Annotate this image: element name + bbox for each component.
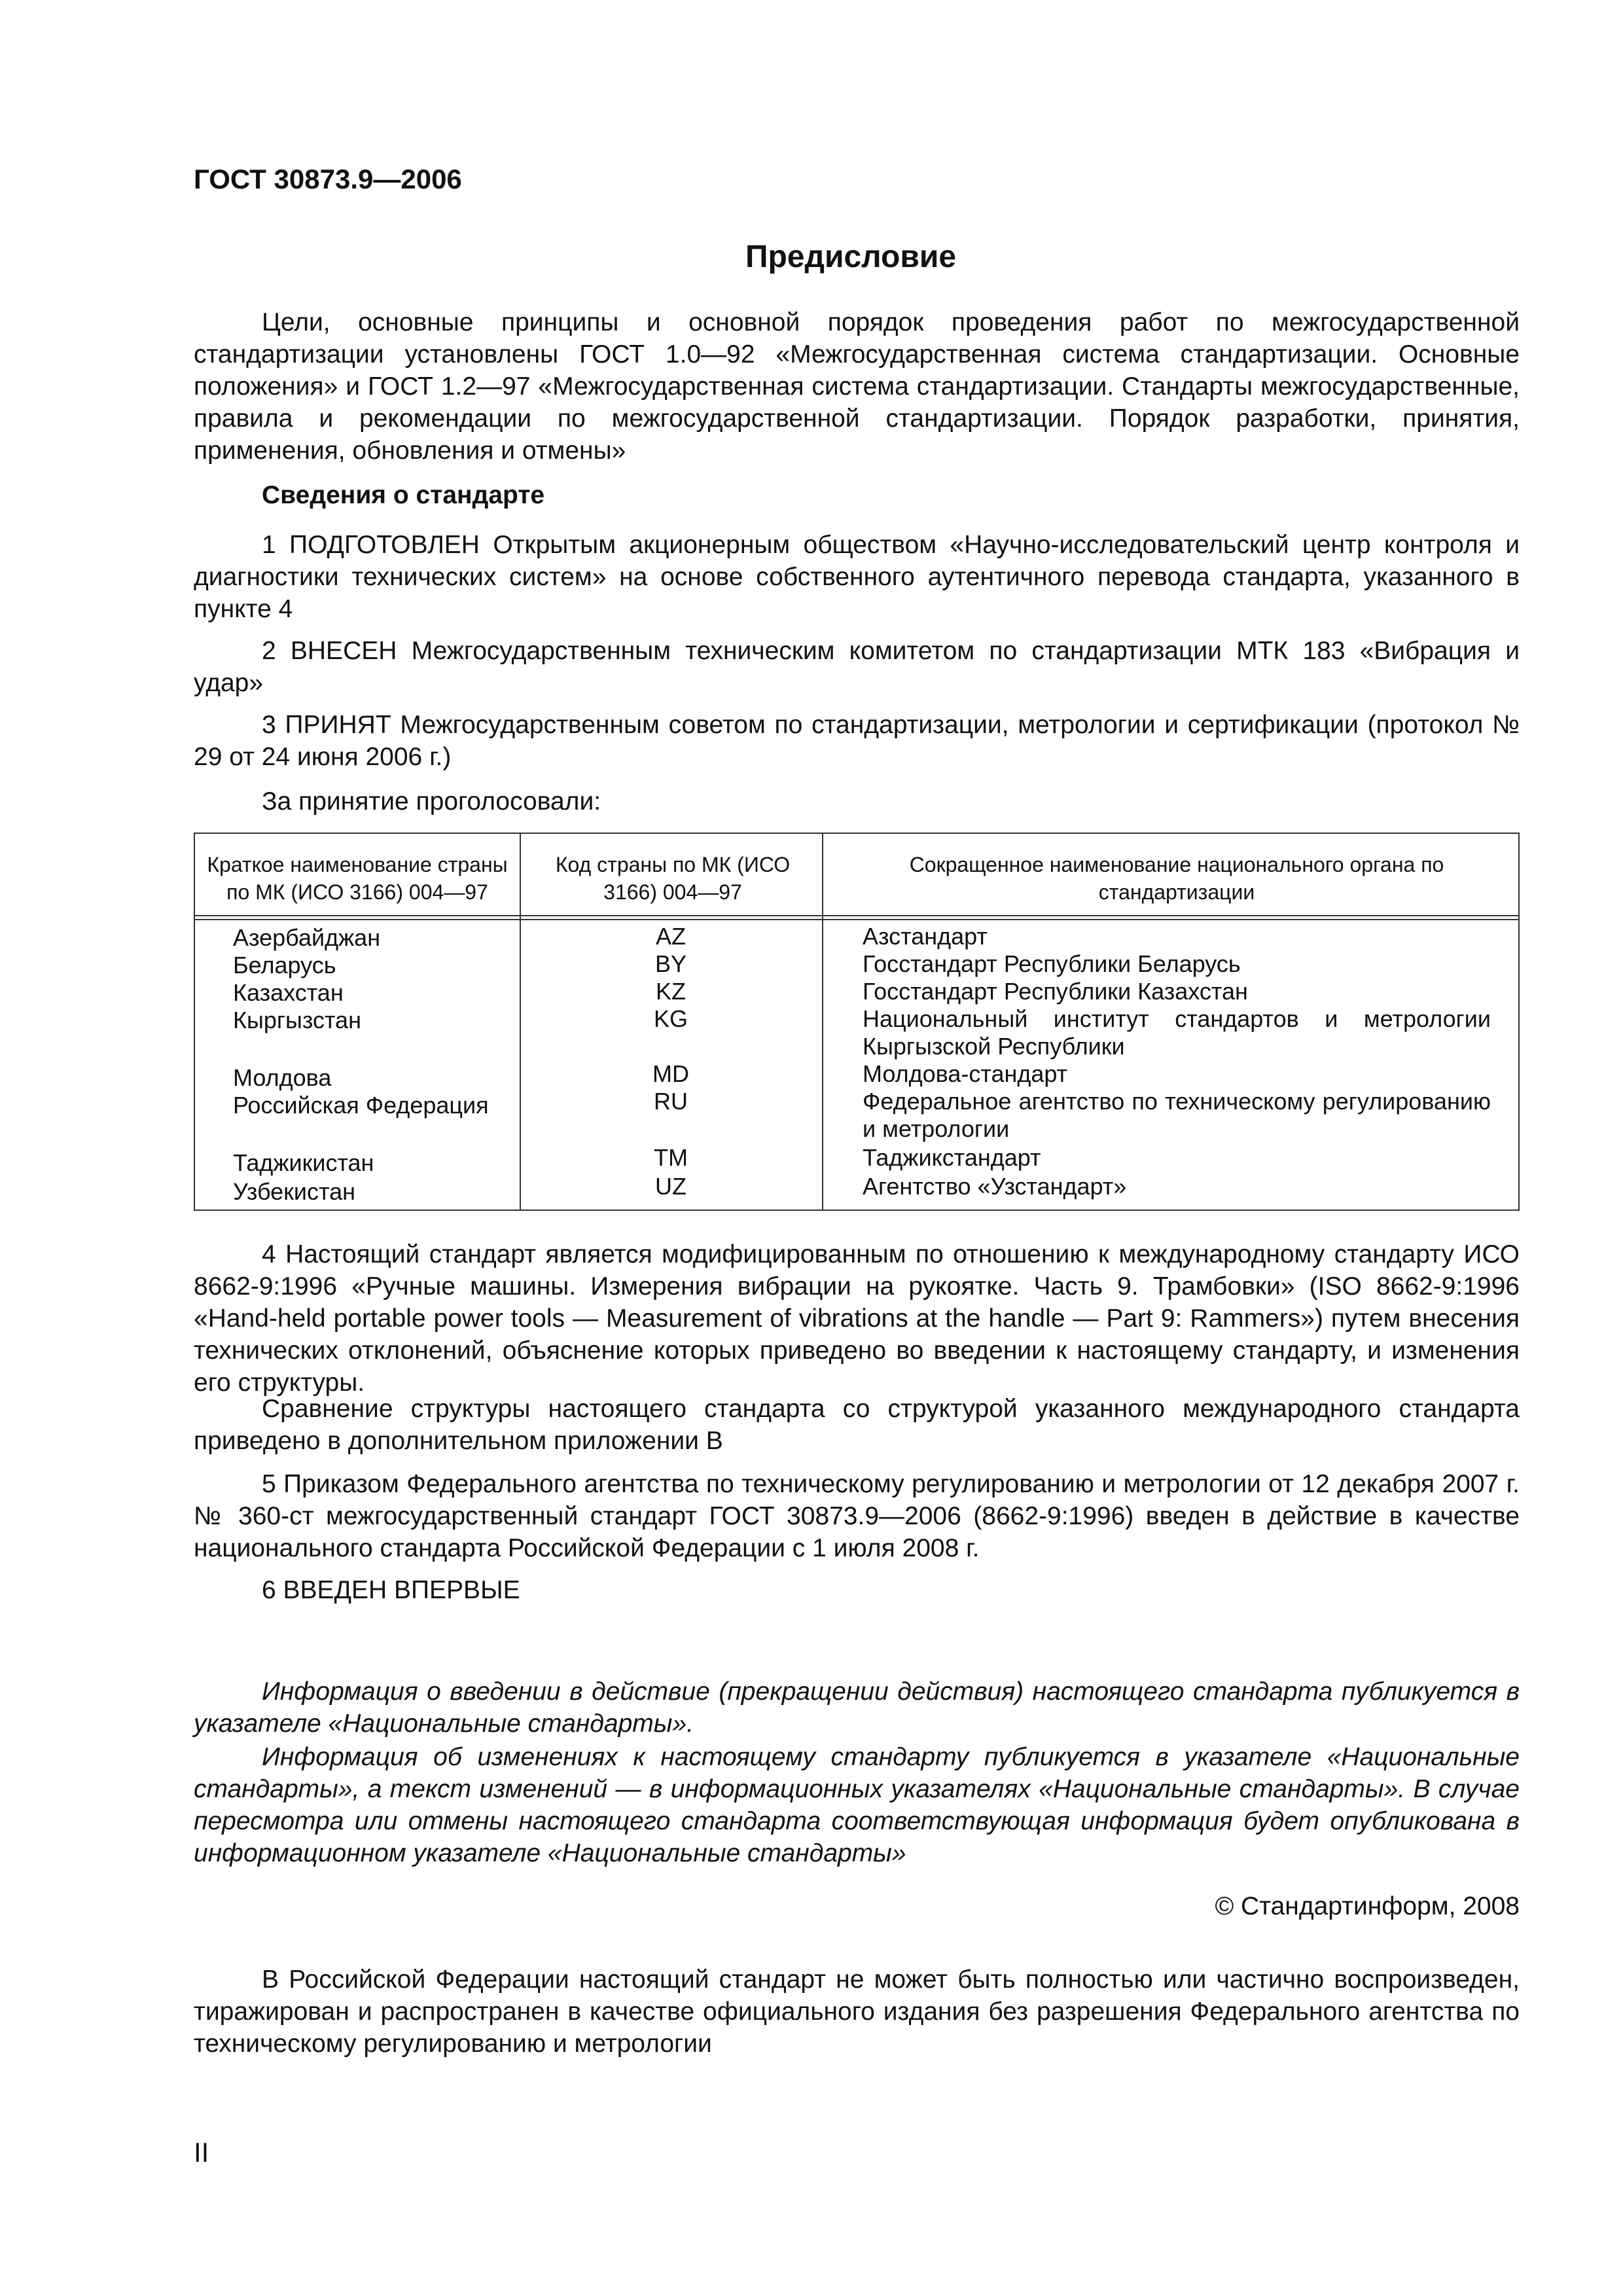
voted-label: За принятие проголосовали:: [262, 787, 601, 816]
table-header-org: Сокращенное наименование национального органа по стандартизации: [909, 853, 1444, 904]
intro-paragraph: Цели, основные принципы и основной порядок проведения работ по межгосударственной стандартизации установлены ГОСТ 1.0—92 «Межгосударственная система стандартизации. Основные положения» и ГОСТ 1.2—97 «Межгосударственная система стандартизации. Стандарты межгосударственные, правила и рекомендации по межгосударственной стандартизации. Порядок разработки, принятия, применения, обновления и отмены»: [194, 308, 1520, 465]
item-3-paragraph: 3 ПРИНЯТ Межгосударственным советом по стандартизации, метрологии и сертификации (протокол № 29 от 24 июня 2006 г.): [194, 711, 1520, 771]
table-cell-code: KZ: [655, 978, 686, 1005]
table-cell-country: Казахстан: [233, 979, 344, 1006]
item-6-paragraph: 6 ВВЕДЕН ВПЕРВЫЕ: [262, 1576, 520, 1604]
table-cell-country: Кыргызстан: [233, 1007, 361, 1033]
table-cell-code: TM: [654, 1144, 688, 1171]
table-cell-org: Госстандарт Республики Беларусь: [863, 950, 1241, 977]
table-cell-country: Молдова: [233, 1064, 332, 1091]
table-header-divider: [195, 919, 1518, 920]
table-cell-country: Российская Федерация: [233, 1092, 489, 1119]
table-cell-country: Таджикистан: [233, 1149, 374, 1176]
table-cell-org: Национальный институт стандартов и метрологии Кыргызской Республики: [863, 1005, 1491, 1060]
item-5-paragraph: 5 Приказом Федерального агентства по техническому регулированию и метрологии от 12 декабря 2007 г. № 360-ст межгосударственный стандарт ГОСТ 30873.9—2006 (8662-9:1996) введен в действие в качестве национального стандарта Российской Федерации с 1 июля 2008 г.: [194, 1470, 1520, 1562]
voting-table: [194, 833, 1520, 1211]
info-italic-1: Информация о введении в действие (прекращении действия) настоящего стандарта публикуется в указателе «Национальные стандарты».: [194, 1677, 1520, 1738]
table-header-code: Код страны по МК (ИСО 3166) 004—97: [555, 853, 791, 904]
table-cell-org: Госстандарт Республики Казахстан: [863, 978, 1248, 1005]
page-title: Предисловие: [745, 240, 957, 274]
copyright: © Стандартинформ, 2008: [1215, 1892, 1520, 1920]
table-cell-code: RU: [654, 1088, 688, 1115]
table-cell-code: UZ: [655, 1173, 687, 1200]
item-4-note: Сравнение структуры настоящего стандарта со структурой указанного международного стандарта приведено в дополнительном приложении В: [194, 1395, 1520, 1455]
table-header-divider: [195, 915, 1518, 916]
table-cell-code: BY: [654, 950, 687, 977]
table-header-country: Краткое наименование страны по МК (ИСО 3166) 004—97: [207, 853, 508, 904]
info-heading: Сведения о стандарте: [262, 481, 545, 509]
table-cell-country: Азербайджан: [233, 924, 381, 951]
table-cell-country: Узбекистан: [233, 1178, 356, 1205]
page-number: II: [194, 2137, 209, 2168]
table-cell-org: Таджикстандарт: [863, 1144, 1041, 1171]
table-cell-code: AZ: [655, 923, 686, 950]
table-cell-code: MD: [652, 1060, 689, 1087]
rights-paragraph: В Российской Федерации настоящий стандарт не может быть полностью или частично воспроизведен, тиражирован и распространен в качестве официального издания без разрешения Федерального агентства по техническому регулированию и метрологии: [194, 1965, 1520, 2058]
table-column-divider: [822, 834, 823, 1210]
table-cell-org: Азстандарт: [863, 923, 988, 950]
table-cell-org: Федеральное агентство по техническому регулированию и метрологии: [863, 1088, 1491, 1142]
info-italic-2: Информация об изменениях к настоящему стандарту публикуется в указателе «Национальные стандарты», а текст изменений — в информационных указателях «Национальные стандарты». В случае пересмотра или отмены настоящего стандарта соответствующая информация будет опубликована в информационном указателе «Национальные стандарты»: [194, 1743, 1520, 1867]
document-code: ГОСТ 30873.9—2006: [194, 164, 462, 194]
table-cell-code: KG: [653, 1005, 688, 1032]
item-1-paragraph: 1 ПОДГОТОВЛЕН Открытым акционерным обществом «Научно-исследовательский центр контроля и диагностики технических систем» на основе собственного аутентичного перевода стандарта, указанного в пункте 4: [194, 531, 1520, 623]
table-cell-org: Молдова-стандарт: [863, 1060, 1068, 1087]
item-4-paragraph: 4 Настоящий стандарт является модифицированным по отношению к международному стандарту ИСО 8662-9:1996 «Ручные машины. Измерения вибрации на рукоятке. Часть 9. Трамбовки» (ISO 8662-9:1996 «Hand-held portable power tools — Measurement of vibrations at the handle — Part 9: Rammers») путем внесения технических отклонений, объяснение которых приведено во введении к настоящему стандарту, и изменения его структуры.: [194, 1240, 1520, 1397]
item-2-paragraph: 2 ВНЕСЕН Межгосударственным техническим комитетом по стандартизации МТК 183 «Вибрация и удар»: [194, 637, 1520, 697]
table-cell-country: Беларусь: [233, 952, 336, 978]
table-cell-org: Агентство «Узстандарт»: [863, 1173, 1127, 1200]
